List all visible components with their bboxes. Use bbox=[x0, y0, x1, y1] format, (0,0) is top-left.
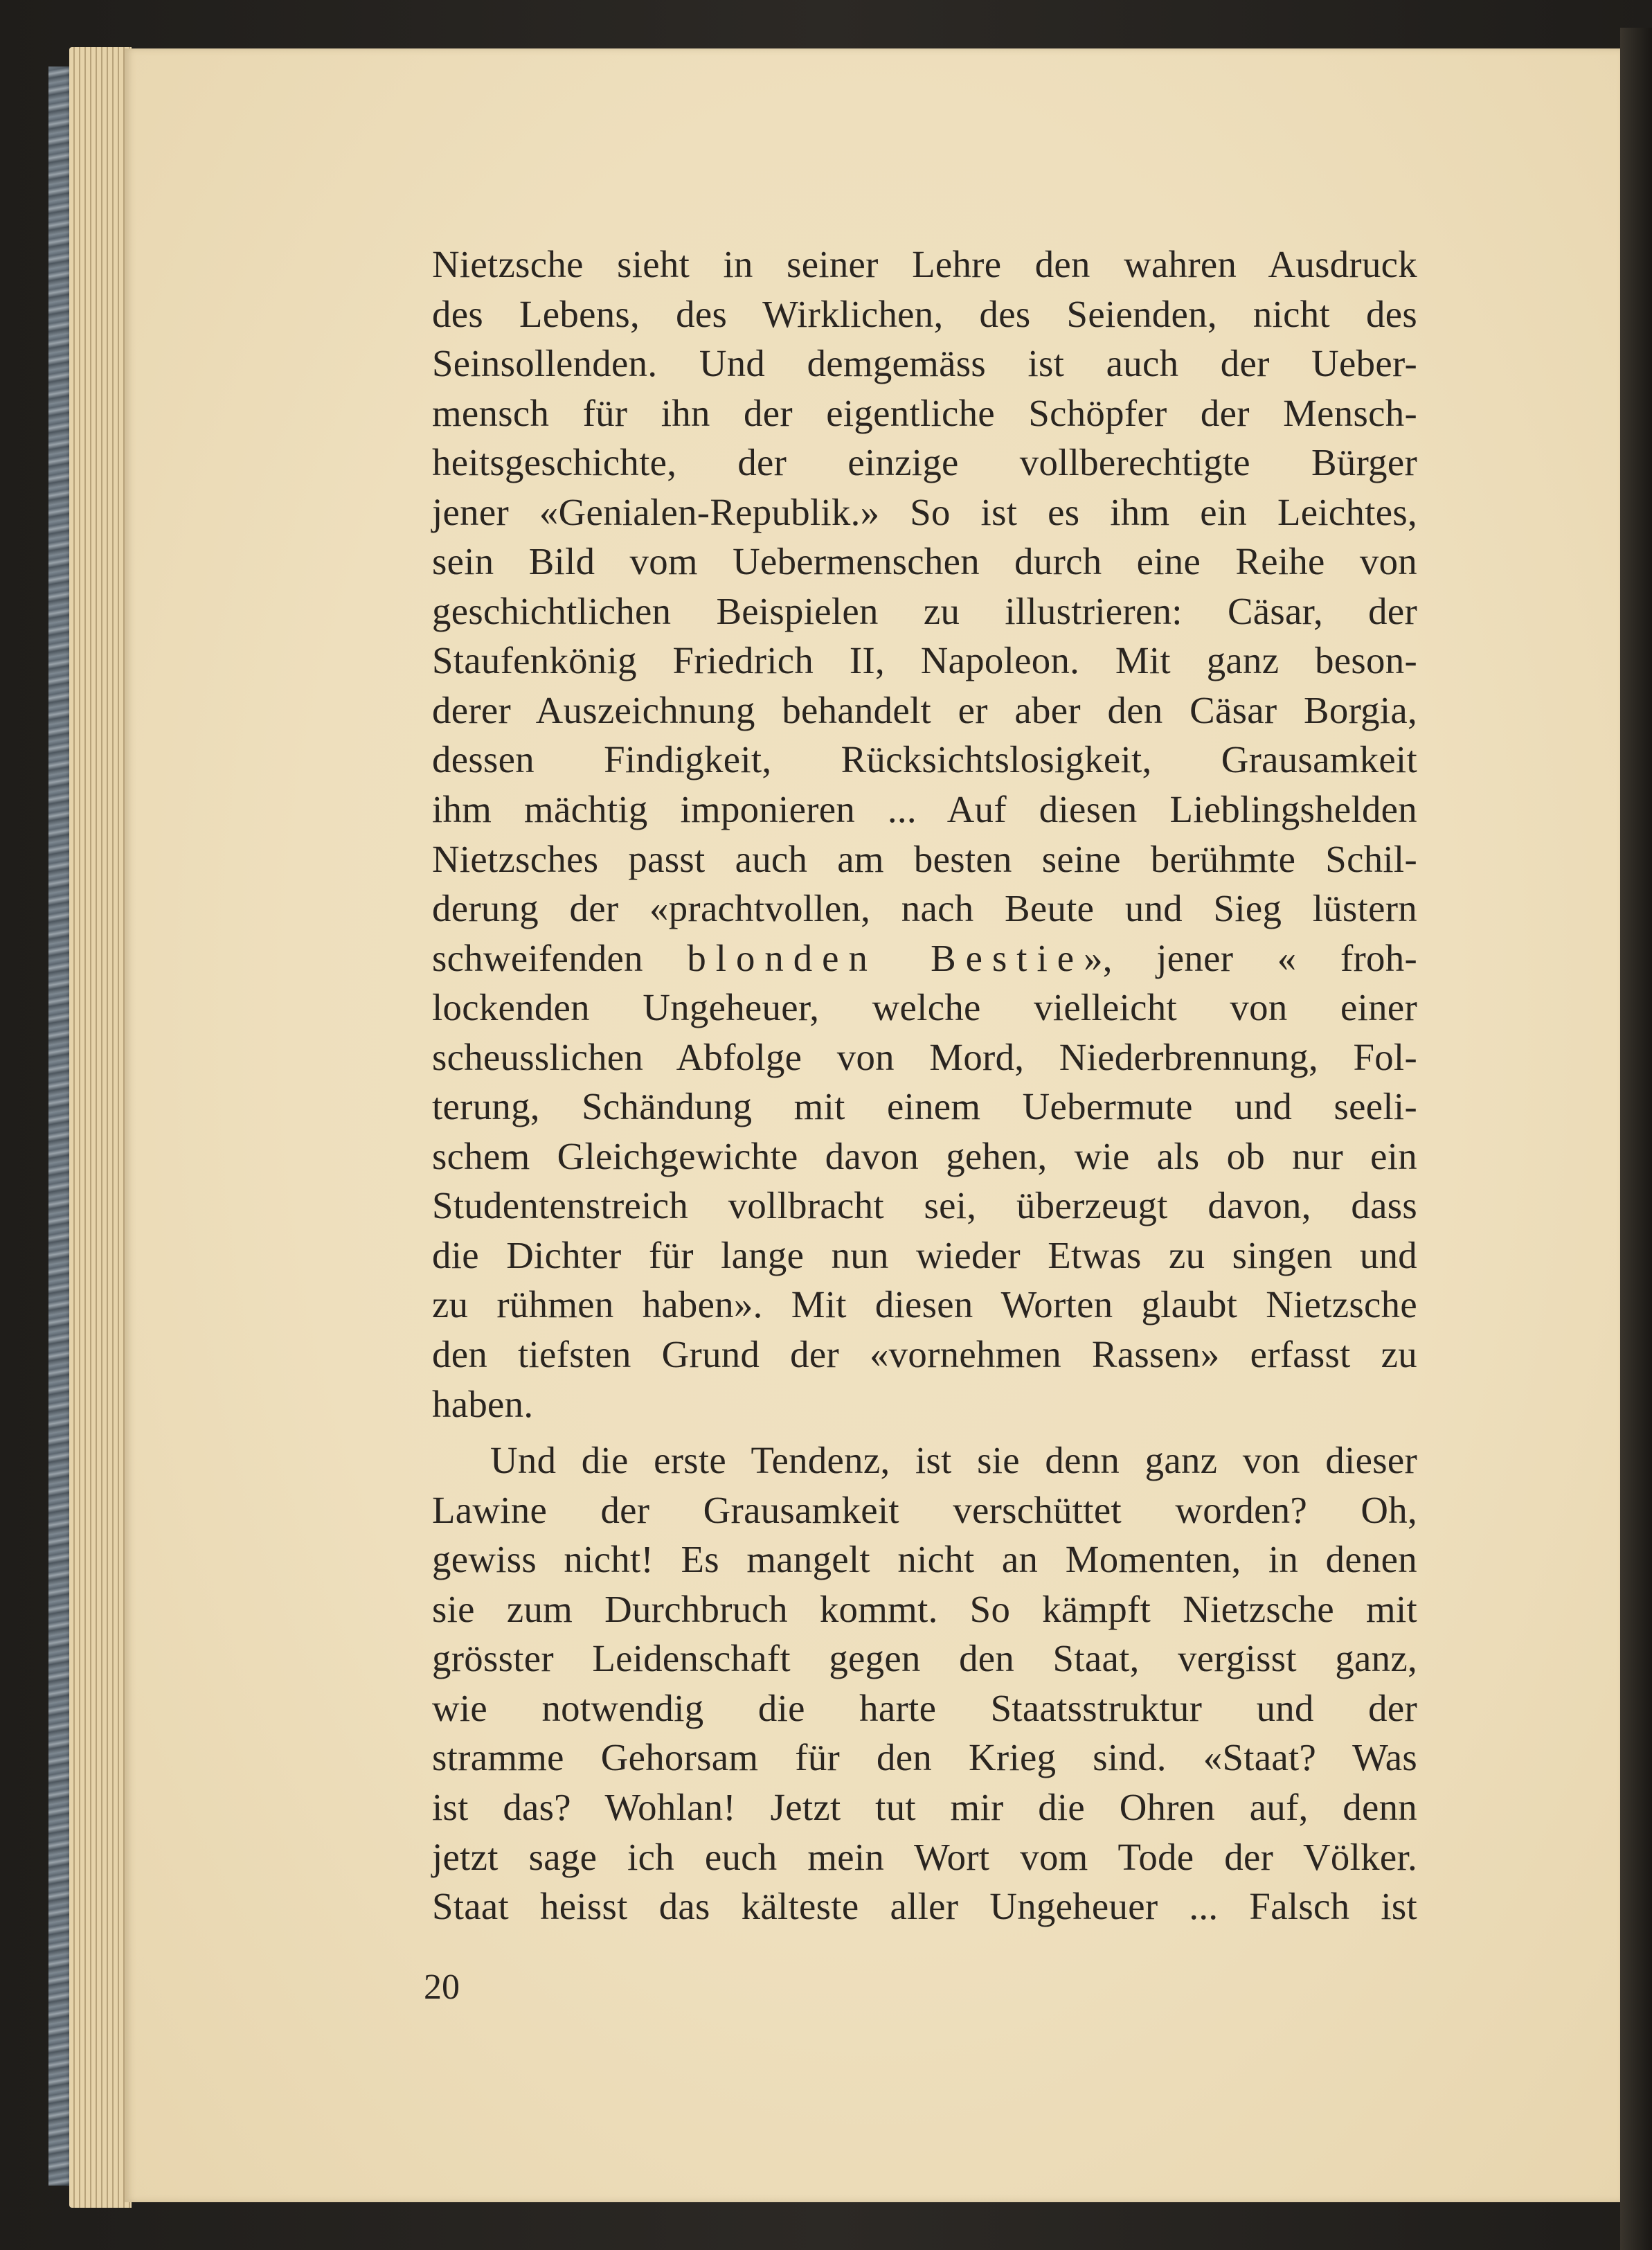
text-line: die Dichter für lange nun wieder Etwas zu singen und bbox=[432, 1233, 1417, 1276]
paragraph-2 bbox=[432, 1436, 1417, 1931]
paragraph-1 bbox=[432, 240, 1417, 1429]
page-number: 20 bbox=[424, 1967, 460, 2007]
text-line: gewiss nicht! Es mangelt nicht an Momenten, in denen bbox=[432, 1538, 1417, 1581]
text-line: den tiefsten Grund der «vornehmen Rassen» erfasst zu bbox=[432, 1333, 1417, 1376]
text-line: Staat heisst das kälteste aller Ungeheuer ... Falsch ist bbox=[432, 1885, 1417, 1928]
spaced-emphasis: blonden Bestie bbox=[687, 936, 1084, 979]
text-line: Lawine der Grausamkeit verschüttet worden? Oh, bbox=[432, 1488, 1417, 1531]
text-line: derung der «prachtvollen, nach Beute und Sieg lüstern bbox=[432, 887, 1417, 930]
text-line: geschichtlichen Beispielen zu illustrieren: Cäsar, der bbox=[432, 589, 1417, 632]
text-line-spaced bbox=[432, 934, 1417, 983]
text-line: Und die erste Tendenz, ist sie denn ganz von dieser bbox=[490, 1439, 1417, 1482]
text-line: zu rühmen haben». Mit diesen Worten glaubt Nietzsche bbox=[432, 1283, 1417, 1326]
right-shadow bbox=[1620, 28, 1652, 2250]
text-line: dessen Findigkeit, Rücksichtslosigkeit, Grausamkeit bbox=[432, 738, 1417, 781]
text-line: Nietzsches passt auch am besten seine berühmte Schil- bbox=[432, 837, 1417, 880]
text-line: Seinsollenden. Und demgemäss ist auch der Ueber- bbox=[432, 342, 1417, 385]
text-line: ist das? Wohlan! Jetzt tut mir die Ohren auf, denn bbox=[432, 1785, 1417, 1828]
text-line: stramme Gehorsam für den Krieg sind. «Staat? Was bbox=[432, 1736, 1417, 1779]
page-edges bbox=[69, 47, 132, 2208]
text-fragment: schweifenden bbox=[432, 936, 688, 979]
text-line: jetzt sage ich euch mein Wort vom Tode der Völker. bbox=[432, 1835, 1417, 1878]
body-text bbox=[432, 240, 1417, 1931]
text-line: Nietzsche sieht in seiner Lehre den wahren Ausdruck bbox=[432, 243, 1417, 285]
text-line: sein Bild vom Uebermenschen durch eine Reihe von bbox=[432, 540, 1417, 583]
text-line: lockenden Ungeheuer, welche vielleicht von einer bbox=[432, 986, 1417, 1029]
text-line: sie zum Durchbruch kommt. So kämpft Nietzsche mit bbox=[432, 1587, 1417, 1630]
text-line: mensch für ihn der eigentliche Schöpfer der Mensch- bbox=[432, 391, 1417, 434]
text-line: des Lebens, des Wirklichen, des Seienden, nicht des bbox=[432, 292, 1417, 335]
text-line: Studentenstreich vollbracht sei, überzeugt davon, dass bbox=[432, 1184, 1417, 1227]
text-line: grösster Leidenschaft gegen den Staat, vergisst ganz, bbox=[432, 1637, 1417, 1680]
text-line: Staufenkönig Friedrich II, Napoleon. Mit ganz beson- bbox=[432, 639, 1417, 682]
text-line: ihm mächtig imponieren ... Auf diesen Lieblingshelden bbox=[432, 788, 1417, 831]
text-line: heitsgeschichte, der einzige vollberechtigte Bürger bbox=[432, 441, 1417, 484]
text-line: wie notwendig die harte Staatsstruktur und der bbox=[432, 1686, 1417, 1729]
text-line: schem Gleichgewichte davon gehen, wie als ob nur ein bbox=[432, 1134, 1417, 1177]
text-line: jener «Genialen-Republik.» So ist es ihm ein Leichtes, bbox=[432, 490, 1417, 533]
text-fragment: », jener « froh- bbox=[1084, 936, 1418, 979]
marbled-book-edge bbox=[48, 66, 72, 2186]
text-line: derer Auszeichnung behandelt er aber den Cäsar Borgia, bbox=[432, 688, 1417, 731]
text-line: haben. bbox=[432, 1382, 534, 1425]
text-line: scheusslichen Abfolge von Mord, Niederbrennung, Fol- bbox=[432, 1035, 1417, 1078]
text-line: terung, Schändung mit einem Uebermute und seeli- bbox=[432, 1085, 1417, 1128]
